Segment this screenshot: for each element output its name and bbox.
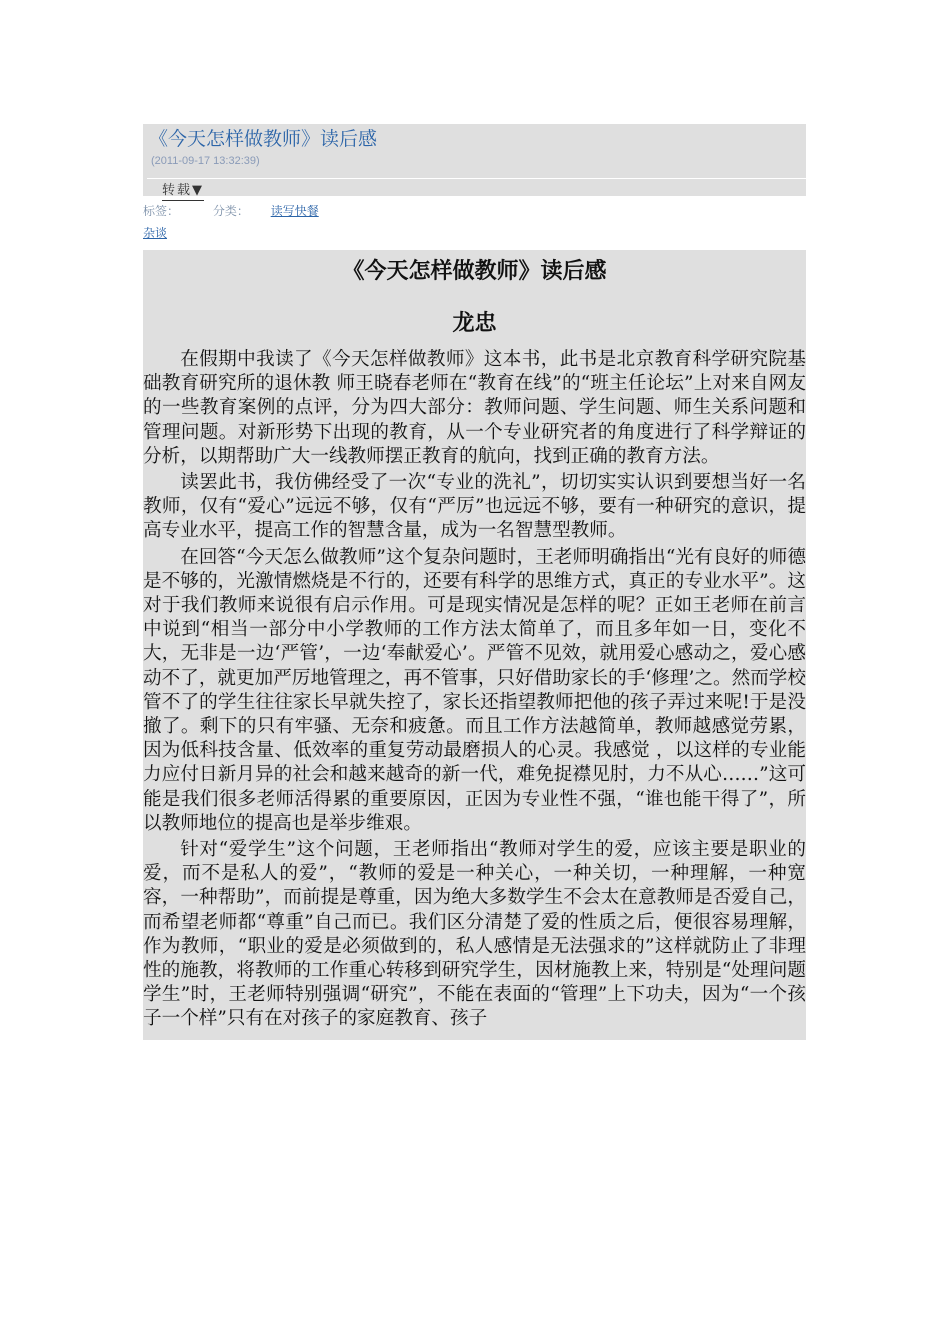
page xyxy=(143,124,806,1040)
post-title[interactable]: 《今天怎样做教师》读后感 xyxy=(149,128,378,150)
meta-row xyxy=(143,202,806,224)
repost-bar xyxy=(147,178,806,199)
tag-link[interactable]: 杂谈 xyxy=(143,226,168,240)
paragraph-4: 针对“爱学生”这个问题，王老师指出“教师对学生的爱，应该主要是职业的爱，而不是私人的爱”，“教师的爱是一种关心，一种关切，一种理解，一种宽容，一种帮助”，而前提是尊重，因为绝大多数学生不会太在意教师是否爱自己，而希望老师都“尊重”自己而已。我们区分清楚了爱的性质之后，便很容易理解，作为教师，“职业的爱是必须做到的，私人感情是无法强求的”这样就防止了非理性的施教，将教师的工作重心转移到研究学生，因材施教上来，特别是“处理问题学生”时，王老师特别强调“研究”，不能在表面的“管理”上下功夫，因为“一个孩子一个样”只有在对孩子的家庭教育、孩子 xyxy=(143,839,806,1030)
article-title: 《今天怎样做教师》读后感 xyxy=(342,258,607,284)
paragraph-1: 在假期中我读了《今天怎样做教师》这本书，此书是北京教育科学研究院基础教育研究所的退休教 师王晓春老师在“教育在线”的“班主任论坛”上对来自网友的一些教育案例的点评，分为四大部分：教师问题、学生问题、师生关系问题和管理问题。对新形势下出现的教育，从一个专业研究者的角度进行了科学辩证的分析，以期帮助广大一线教师摆正教育的航向，找到正确的教育方法。 xyxy=(143,349,806,467)
paragraph-3: 在回答“今天怎么做教师”这个复杂问题时，王老师明确指出“光有良好的师德是不够的，光激情燃烧是不行的，还要有科学的思维方式，真正的专业水平”。这对于我们教师来说很有启示作用。可是现实情况是怎样的呢？正如王老师在前言中说到“相当一部分中小学教师的工作方法太简单了，而且多年如一日，变化不大，无非是一边‘严管’，一边‘奉献爱心’。严管不见效，就用爱心感动之，爱心感动不了，就更加严厉地管理之，再不管事，只好借助家长的手‘修理’之。然而学校管不了的学生往往家长早就失控了，家长还指望教师把他的孩子弄过来呢!于是没撤了。剩下的只有牢骚、无奈和疲惫。而且工作方法越简单，教师越感觉劳累，因为低科技含量、低效率的重复劳动最磨损人的心灵。我感觉 ，以这样的专业能力应付日新月异的社会和越来越奇的新一代，难免捉襟见肘，力不从心……”这可能是我们很多老师活得累的重要原因，正因为专业性不强，“谁也能干得了”，所以教师地位的提高也是举步维艰。 xyxy=(143,546,806,834)
repost-button[interactable]: 转载▼ xyxy=(162,182,204,201)
category-link[interactable]: 读写快餐 xyxy=(270,204,319,218)
article-body xyxy=(143,250,806,1040)
article-author: 龙忠 xyxy=(452,310,497,336)
category-label: 分类： xyxy=(212,204,249,218)
post-date: (2011-09-17 13:32:39) xyxy=(151,155,260,167)
tags-label: 标签： xyxy=(143,204,180,218)
post-header xyxy=(143,124,806,196)
paragraph-2: 读罢此书，我仿佛经受了一次“专业的洗礼”，切切实实认识到要想当好一名教师，仅有“爱心”远远不够，仅有“严厉”也远远不够，要有一种研究的意识，提高专业水平，提高工作的智慧含量，成为一名智慧型教师。 xyxy=(143,472,806,542)
